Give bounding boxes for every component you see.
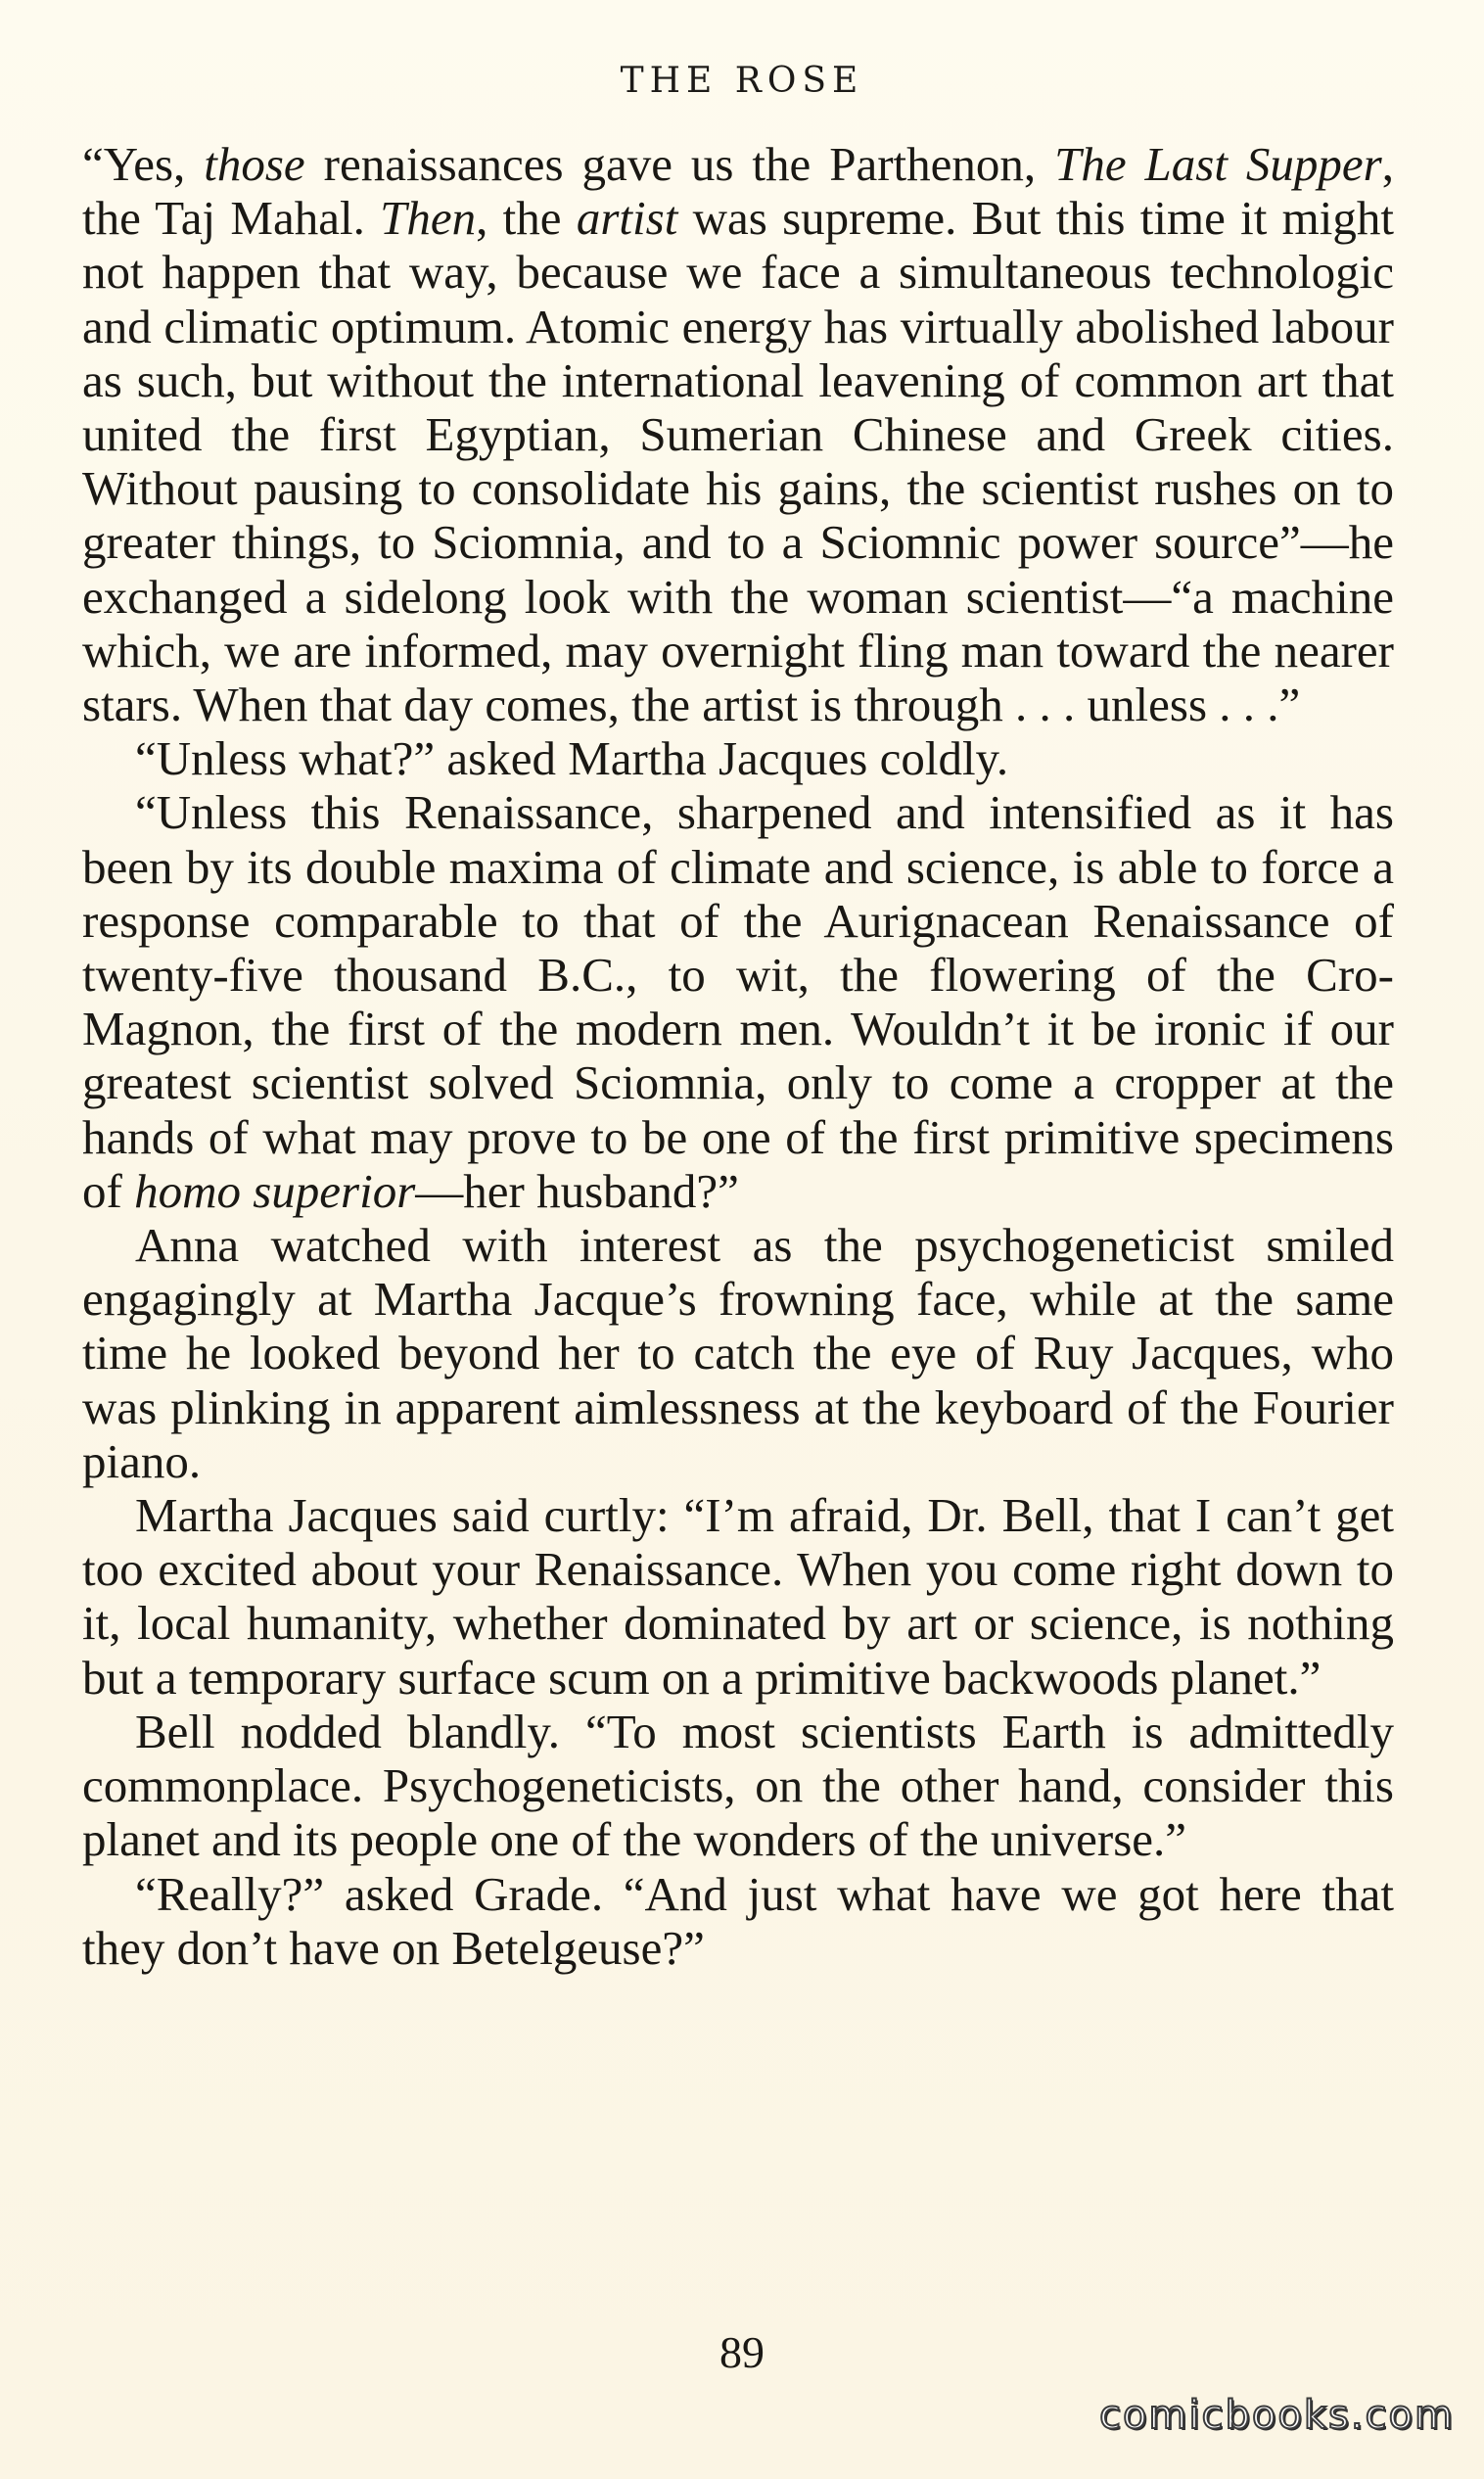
paragraph [82,1705,1394,1867]
italic-text: artist [576,191,678,246]
italic-text: Then [380,191,477,246]
italic-text: homo superior [134,1163,416,1218]
italic-text: those [204,137,305,191]
paragraph [82,1218,1394,1488]
paragraph [82,137,1394,731]
text-segment: “Yes, [82,137,205,191]
text-segment: —her husband?” [415,1163,739,1218]
paragraph [82,1867,1394,1975]
italic-text: The Last Supper [1054,137,1382,191]
text-segment: “Really?” asked Grade. “And just what have we got here that they don’t have on Betelgeuse?” [82,1866,1394,1975]
body-text [82,137,1394,1975]
text-segment: Bell nodded blandly. “To most scientists Earth is admittedly commonplace. Psychogeneticists, on the other hand, consider this planet and its people one of the wonders of the universe.” [82,1704,1394,1867]
paragraph [82,785,1394,1218]
text-segment: renaissances gave us the Parthenon, [304,137,1055,191]
watermark-logo: comicbooks.com [1098,2393,1455,2438]
text-segment: “Unless what?” asked Martha Jacques coldly. [135,731,1009,786]
paragraph [82,731,1394,785]
text-segment: , the Taj Mahal. [82,137,1394,246]
paragraph [82,1488,1394,1705]
text-segment: was supreme. But this time it might not happen that way, because we face a simultaneous technologic and climatic optimum. Atomic energy has virtually abolished labour as such, but without the international leavening of common art that united the first Egyptian, Sumerian Chinese and Greek cities. Without pausing to consolidate his gains, the scientist rushes on to greater things, to Sciomnia, and to a Sciomnic power source”—he exchanged a sidelong look with the woman scientist—“a machine which, we are informed, may overnight fling man toward the nearer stars. When that day comes, the artist is through . . . unless . . .” [82,191,1395,732]
text-segment: “Unless this Renaissance, sharpened and intensified as it has been by its double maxima of climate and science, is able to force a response comparable to that of the Aurignacean Renaissance of twenty-five thousand B.C., to wit, the flowering of the Cro-Magnon, the first of the modern men. Wouldn’t it be ironic if our greatest scientist solved Sciomnia, only to come a cropper at the hands of what may prove to be one of the first primitive specimens of [82,785,1394,1218]
page-number: 89 [719,2327,765,2377]
text-segment: Martha Jacques said curtly: “I’m afraid, Dr. Bell, that I can’t get too excited about your Renaissance. When you come right down to it, local humanity, whether dominated by art or science, is nothing but a temporary surface scum on a primitive backwoods planet.” [82,1488,1394,1705]
running-head: THE ROSE [620,61,864,101]
text-segment: Anna watched with interest as the psychogeneticist smiled engagingly at Martha Jacque’s frowning face, while at the same time he looked beyond her to catch the eye of Ruy Jacques, who was plinking in apparent aimlessness at the keyboard of the Fourier piano. [82,1218,1394,1488]
text-segment: , the [476,191,577,246]
